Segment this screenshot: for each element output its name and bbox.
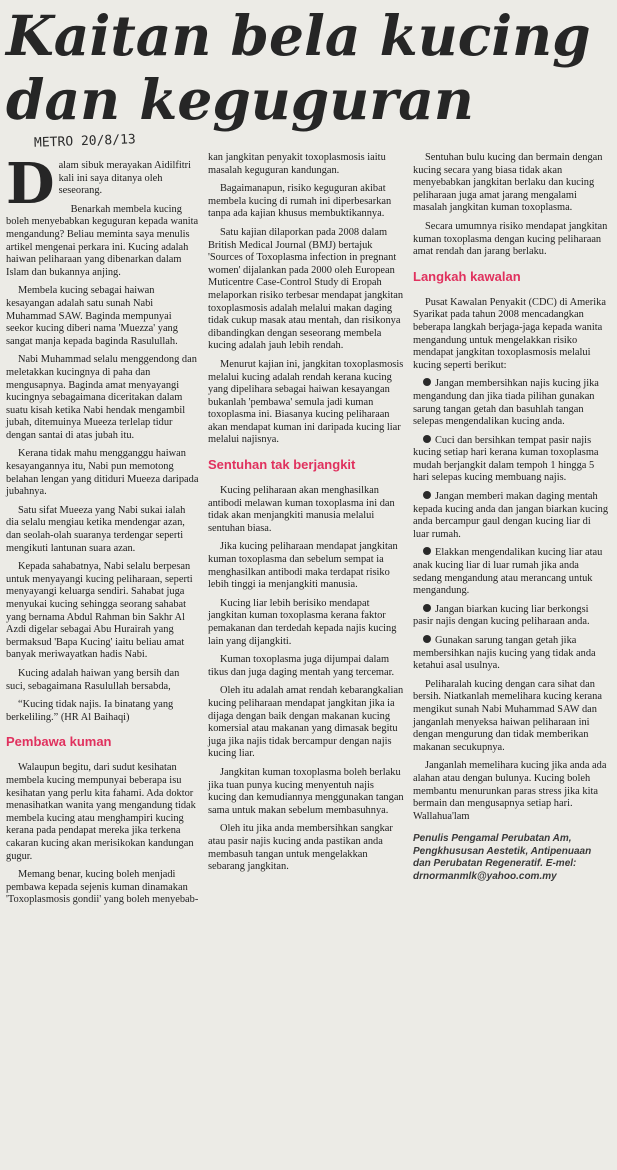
drop-cap: D bbox=[6, 151, 55, 217]
list-item: Gunakan sarung tangan getah jika membersihkan najis kucing yang tidak anda ketahui asal usulnya. bbox=[413, 635, 596, 672]
bullet-icon bbox=[423, 435, 431, 443]
paragraph: Walaupun begitu, dari sudut kesihatan membela kucing mempunyai beberapa isu kesihatan yang perlu kita fahami. Ada doktor menasihatkan wanita yang mengandung tidak membela kucing atau menghampiri kucing kerana pada pendapat mereka jika terkena cakaran kucing akan merisikokan kandungan gugur. bbox=[6, 762, 196, 862]
paragraph: Jangkitan kuman toxoplasma boleh berlaku jika tuan punya kucing menyentuh najis kucing dan kemudiannya menggunakan tangan sama untuk makan sebelum membasuhnya. bbox=[208, 766, 404, 816]
paragraph: Peliharalah kucing dengan cara sihat dan bersih. Niatkanlah memelihara kucing kerana mengikut sunah Nabi Muhammad SAW dan janganlah menyeksa haiwan peliharaan ini dengan mengurung dan tidak memberikan makanan secukupnya. bbox=[413, 678, 602, 753]
column-1 bbox=[6, 152, 200, 913]
list-item: Cuci dan bersihkan tempat pasir najis kucing setiap hari kerana kuman toxoplasma mudah berjangkit dalam tempoh 1 hingga 5 hari selepas kucing membuang najis. bbox=[413, 434, 599, 484]
column-3 bbox=[413, 152, 609, 883]
bullet-icon bbox=[423, 491, 431, 499]
headline-line-1: Kaitan bela kucing bbox=[6, 3, 591, 68]
article-headline bbox=[6, 4, 606, 132]
headline-line-2: dan keguguran bbox=[6, 67, 474, 132]
paragraph: “Kucing tidak najis. Ia binatang yang berkeliling.” (HR Al Baihaqi) bbox=[6, 699, 174, 723]
subheading-pembawa-kuman: Pembawa kuman bbox=[6, 734, 112, 750]
list-item: Jangan membersihkan najis kucing jika mengandung dan jika tiada pilihan gunakan sarung tangan getah dan basuhlah tangan selepas mengendalikan kucing anda. bbox=[413, 378, 599, 428]
paragraph: Satu kajian dilaporkan pada 2008 dalam British Medical Journal (BMJ) bertajuk 'Sources of Toxoplasma infection in pregnant women' dijalankan pada 2000 oleh European Muticentre Case-Control Study di Eropah melaporkan risiko terbesar mendapat jangkitan toxoplasmosis adalah melalui makan daging tidak cukup masak atau mentah, dan risikonya dibandingkan dengan seseorang membela kucing adalah jauh lebih rendah. bbox=[208, 226, 404, 352]
paragraph: Kucing peliharaan akan menghasilkan antibodi melawan kuman toxoplasma ini dan tidak akan menjangkiti manusia melalui sentuhan biasa. bbox=[208, 485, 395, 534]
paragraph: Secara umumnya risiko mendapat jangkitan kuman toxoplasma dengan kucing peliharaan amat rendah dan jarang berlaku. bbox=[413, 220, 608, 258]
subheading-langkah-kawalan: Langkah kawalan bbox=[413, 268, 521, 284]
paragraph: Satu sifat Mueeza yang Nabi sukai ialah dia selalu mengiau ketika mendengar azan, dan seolah-olah suaranya terdengar seperti mengikuti lantunan suara azan. bbox=[6, 504, 186, 554]
paragraph: Dalam sibuk merayakan Aidilfitri kali ini saya ditanya oleh seseorang. bbox=[6, 151, 192, 217]
list-item: Jangan biarkan kucing liar berkongsi pasir najis dengan kucing peliharaan anda. bbox=[413, 603, 590, 628]
paragraph: Oleh itu jika anda membersihkan sangkar atau pasir najis kucing anda pastikan anda membasuh tangan untuk mengelakkan sebarang jangkitan. bbox=[208, 823, 393, 873]
paragraph: Kucing adalah haiwan yang bersih dan suci, sebagaimana Rasulullah bersabda, bbox=[6, 667, 180, 692]
paragraph: Oleh itu adalah amat rendah kebarangkalian kucing peliharaan mendapat jangkitan jika ia dijaga dengan baik dengan makanan kucing komersial atau makanan yang dimasak begitu juga jika najis tidak bercampur dengan najis kucing liar. bbox=[208, 685, 404, 760]
paragraph: Sentuhan bulu kucing dan bermain dengan kucing secara yang biasa tidak akan menyebabkan jangkitan berlaku dan kucing peliharaan juga amat jarang mengalami masalah jangkitan kuman toxoplasma. bbox=[413, 152, 603, 214]
bullet-icon bbox=[423, 635, 431, 643]
bullet-icon bbox=[423, 547, 431, 555]
paragraph: Janganlah memelihara kucing jika anda ada alahan atau dengan bulunya. Kucing boleh membantu menurunkan paras stress jika kita bermain dan mengusapnya setiap hari. Wallahua'lam bbox=[413, 760, 607, 822]
author-byline: Penulis Pengamal Perubatan Am, Pengkhususan Aestetik, Antipenuaan dan Perubatan Regeneratif. E-mel: drnormanmlk@yahoo.com.my bbox=[413, 833, 592, 882]
paragraph: Jika kucing peliharaan mendapat jangkitan kuman toxoplasma dan sebelum sempat ia menghasilkan antibodi maka terdapat risiko lebih tinggi ia menjangkiti manusia. bbox=[208, 541, 398, 591]
paragraph: Pusat Kawalan Penyakit (CDC) di Amerika Syarikat pada tahun 2008 mencadangkan beberapa langkah berjaga-jaga kepada wanita mengandung untuk mengelakkan risiko mendapat jangkitan toxoplasmosis melalui kucing seperti berikut: bbox=[413, 296, 606, 371]
paragraph: Kucing liar lebih berisiko mendapat jangkitan kuman toxoplasma kerana faktor pemakanan dan terdedah kepada najis kucing lain yang dijangkiti. bbox=[208, 597, 397, 647]
paragraph: Membela kucing sebagai haiwan kesayangan adalah satu sunah Nabi Muhammad SAW. Baginda mempunyai seekor kucing diberi nama 'Muezza' yang sangat manja kepada baginda Rasulullah. bbox=[6, 285, 178, 347]
paragraph: kan jangkitan penyakit toxoplasmosis iaitu masalah keguguran kandungan. bbox=[208, 152, 386, 176]
paragraph: Menurut kajian ini, jangkitan toxoplasmosis melalui kucing adalah rendah kerana kucing yang dipelihara sebagai haiwan kesayangan bukanlah 'pembawa' semula jadi kuman toxoplasma ini. Biasanya kucing peliharaan akan mendapat kuman ini daripada kucing liar melalui najisnya. bbox=[208, 358, 404, 446]
bullet-icon bbox=[423, 604, 431, 612]
paragraph: Benarkah membela kucing boleh menyebabkan keguguran kepada wanita mengandung? Beliau meminta saya menulis artikel mengenai perkara ini. Kucing adalah haiwan peliharaan yang dibenarkan dalam Islam dan bukannya anjing. bbox=[6, 203, 199, 278]
bullet-icon bbox=[423, 378, 431, 386]
list-item: Jangan memberi makan daging mentah kepada kucing anda dan jangan biarkan kucing anda bercampur gaul dengan kucing liar di luar rumah. bbox=[413, 491, 609, 540]
list-item: Elakkan mengendalikan kucing liar atau anak kucing liar di luar rumah jika anda sedang mengandung atau merancang untuk mengandung. bbox=[413, 547, 603, 597]
paragraph: Bagaimanapun, risiko keguguran akibat membela kucing di rumah ini diperbesarkan tanpa ada kajian khusus membuktikannya. bbox=[208, 183, 392, 220]
paragraph: Kerana tidak mahu mengganggu haiwan kesayangannya itu, Nabi pun memotong belahan lengan yang ditiduri Mueeza daripada jubahnya. bbox=[6, 448, 199, 498]
paragraph: Memang benar, kucing boleh menjadi pembawa kepada sejenis kuman dinamakan 'Toxoplasmosis gondii' yang boleh menyebab- bbox=[6, 869, 199, 906]
column-2 bbox=[208, 152, 404, 880]
subheading-sentuhan: Sentuhan tak berjangkit bbox=[208, 457, 356, 473]
handwritten-date-note: METRO 20/8/13 bbox=[33, 132, 136, 151]
paragraph: Kuman toxoplasma juga dijumpai dalam tikus dan juga daging mentah yang tercemar. bbox=[208, 654, 395, 678]
paragraph: Kepada sahabatnya, Nabi selalu berpesan untuk menyayangi kucing peliharaan, seperti menyayangi keluarga sendiri. Sahabat juga menyukai kucing sehingga seorang sahabat yang bernama Abdul Rahman bin Sakhr Al Azdi digelar sebagai Abu Hurairah yang bermaksud 'Bapa Kucing' iaitu beliau amat banyak meriwayatkan hadis Nabi. bbox=[6, 561, 193, 661]
paragraph: Nabi Muhammad selalu menggendong dan meletakkan kucingnya di paha dan mengusapnya. Baginda amat menyayangi kucingnya sebagaimana diceritakan dalam suatu kisah ketika Nabi hendak mengambil jubah, ditemuinya Mueeza terlelap tidur dengan santai di atas jubah itu. bbox=[6, 354, 197, 441]
